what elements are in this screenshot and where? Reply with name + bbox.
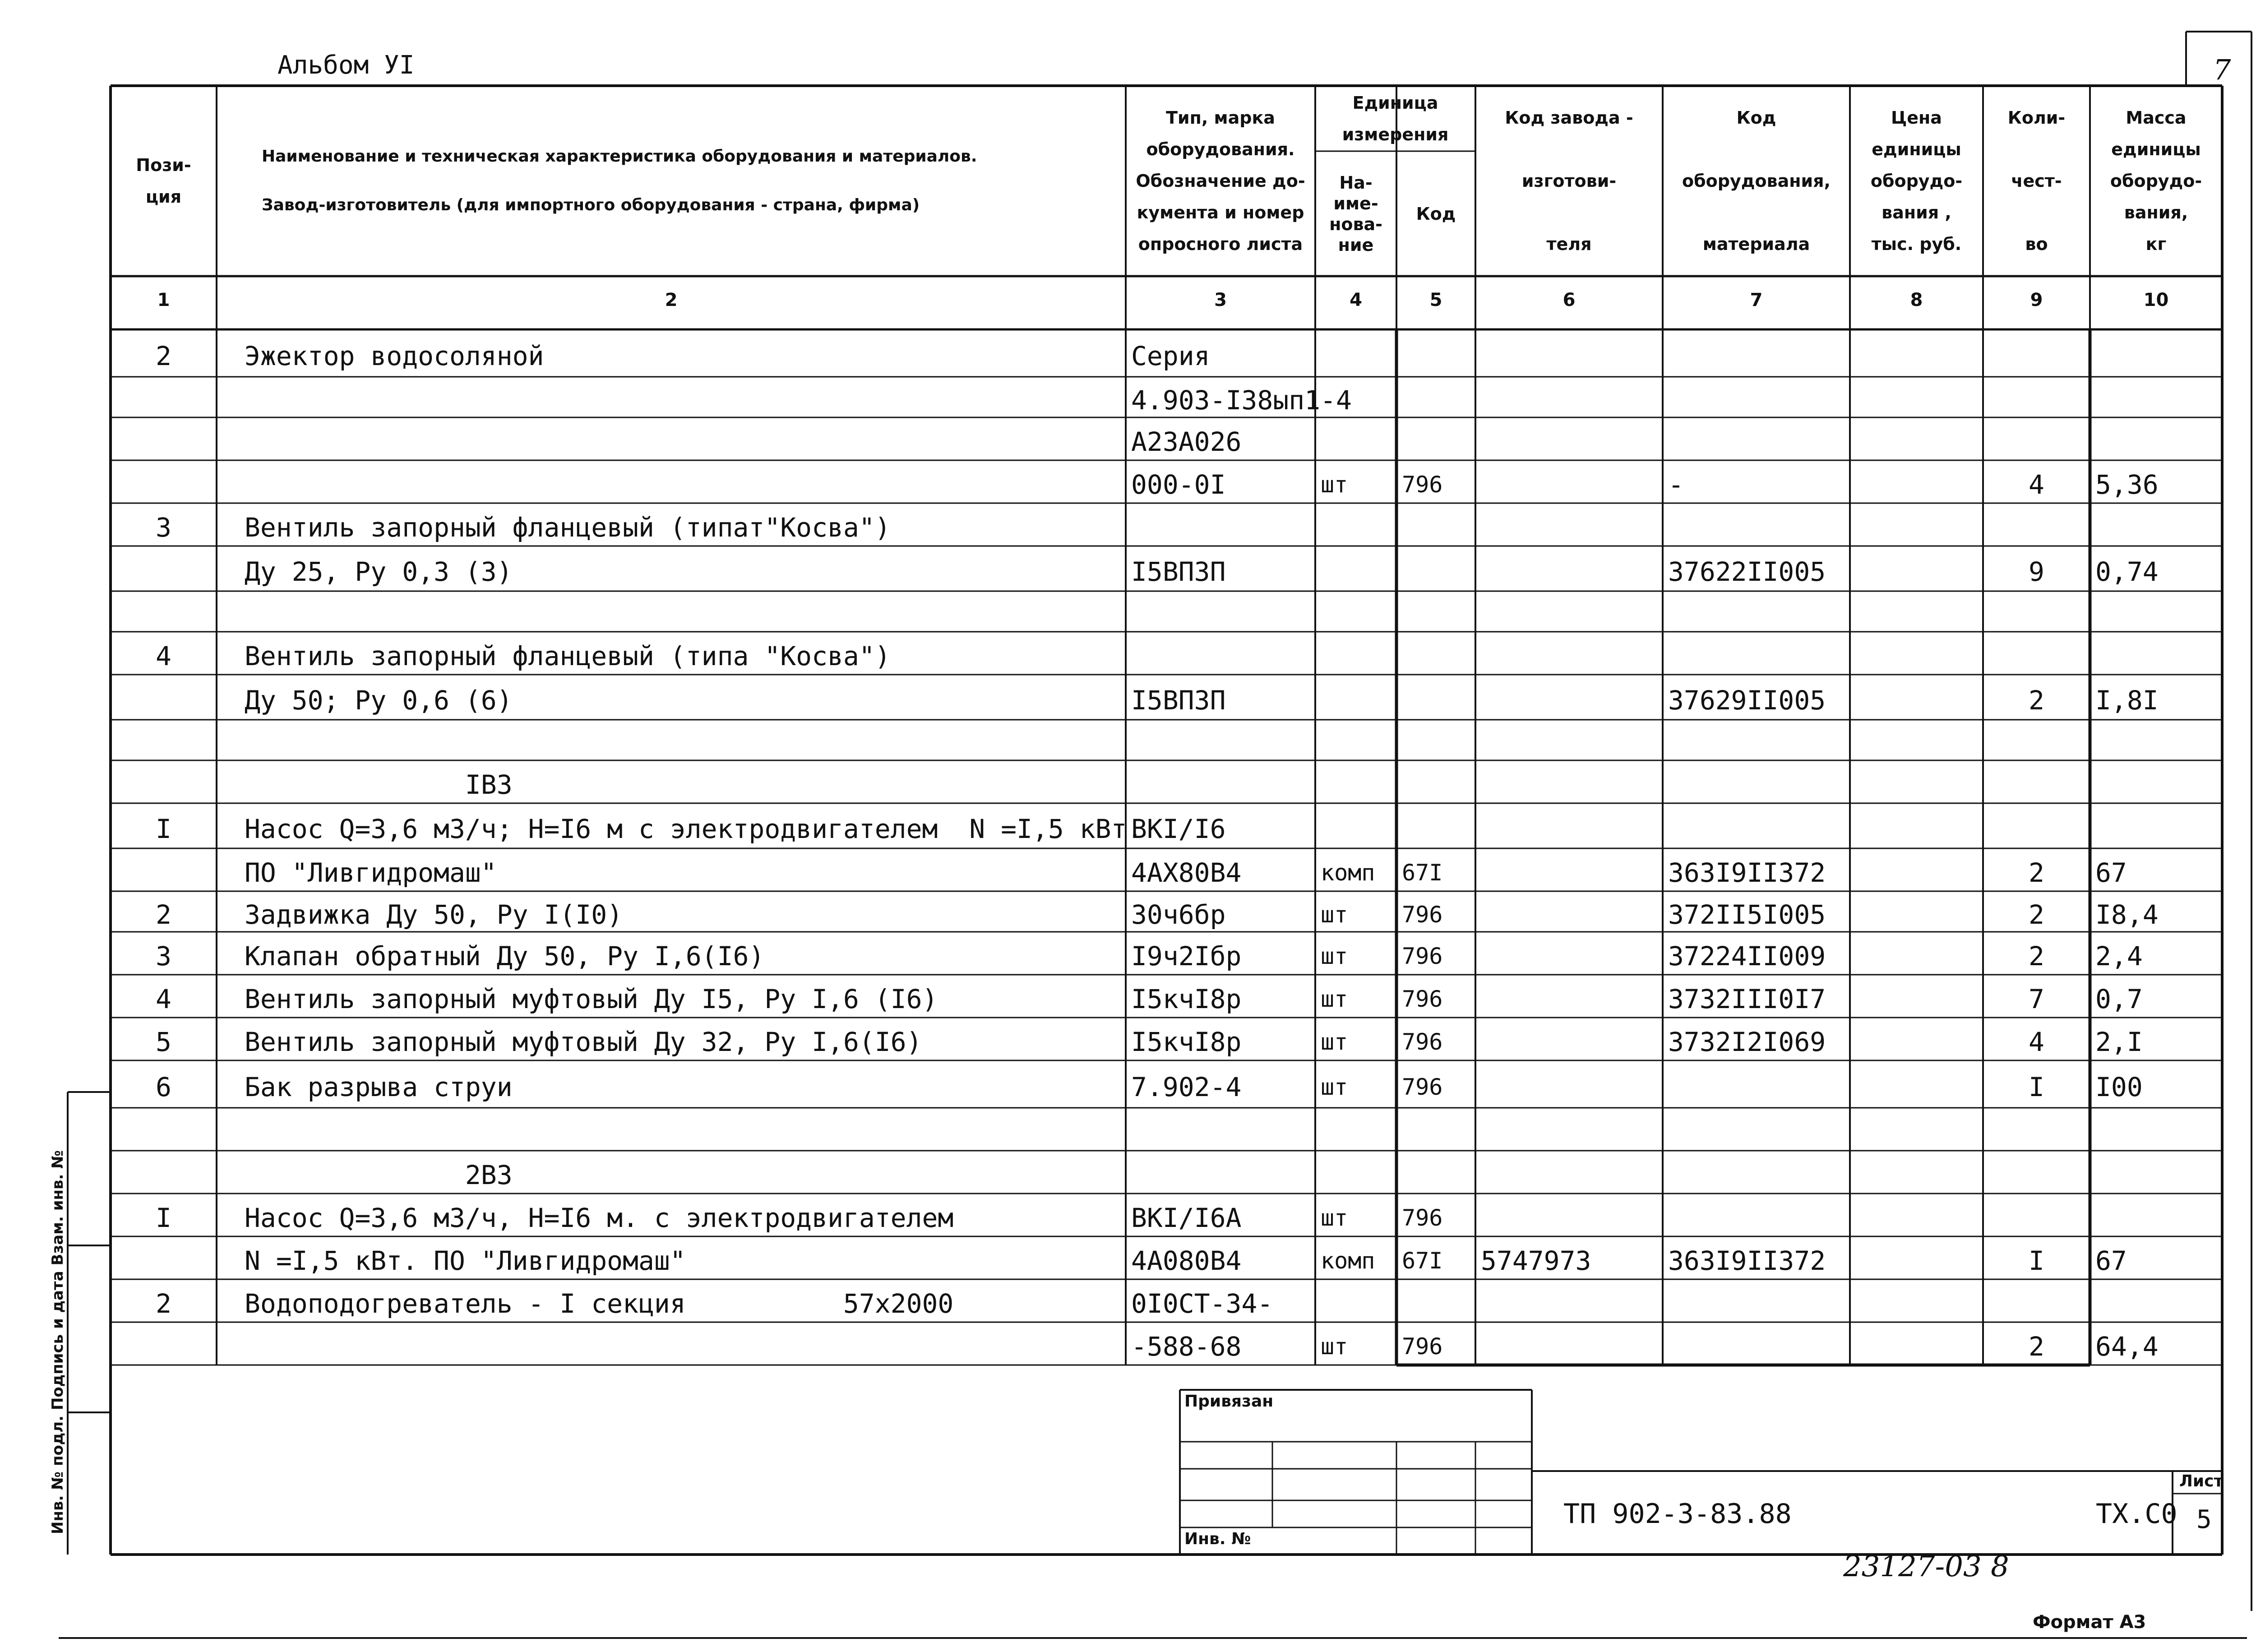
cell-unit-code xyxy=(1402,760,1470,803)
cell-equipment-code xyxy=(1668,1108,1845,1151)
cell-equipment-code xyxy=(1668,803,1845,848)
cell-factory-code xyxy=(1481,546,1657,591)
cell-type-mark: 4АХ80В4 xyxy=(1131,857,1242,888)
cell-quantity xyxy=(1988,720,2085,760)
header-factory-code: Код завода - изготови- теля xyxy=(1505,108,1633,254)
cell-unit-code xyxy=(1402,546,1470,591)
cell-unit-code xyxy=(1402,377,1470,417)
table-row xyxy=(0,975,2256,1018)
cell-type-mark: ВКI/I6 xyxy=(1131,814,1226,844)
cell-price xyxy=(1855,1151,1978,1194)
cell-quantity xyxy=(1988,1194,2085,1236)
cell-mass xyxy=(2095,1151,2217,1194)
cell-factory-code xyxy=(1481,760,1657,803)
cell-position: 2 xyxy=(156,899,171,930)
cell-factory-code xyxy=(1481,803,1657,848)
cell-quantity xyxy=(1988,632,2085,675)
table-row xyxy=(0,1108,2256,1151)
cell-price xyxy=(1855,329,1978,377)
cell-price xyxy=(1855,1108,1978,1151)
cell-unit-name: шт xyxy=(1321,1205,1348,1231)
cell-unit-code: 67I xyxy=(1402,860,1443,886)
cell-name: Вентиль запорный фланцевый (типа "Косва") xyxy=(245,641,891,671)
cell-price xyxy=(1855,377,1978,417)
cell-unit-name: шт xyxy=(1321,902,1348,928)
column-number: 2 xyxy=(665,290,678,310)
cell-equipment-code: 37629II005 xyxy=(1668,685,1826,716)
cell-equipment-code: 37224II009 xyxy=(1668,941,1826,972)
cell-position xyxy=(116,591,211,632)
cell-equipment-code: 3732I2I069 xyxy=(1668,1027,1826,1057)
cell-mass: I,8I xyxy=(2095,685,2159,716)
cell-mass: 2,4 xyxy=(2095,941,2143,972)
cell-name: 2В3 xyxy=(245,1160,513,1190)
header-position: Пози- ция xyxy=(136,155,191,207)
cell-mass xyxy=(2095,329,2217,377)
column-number: 3 xyxy=(1214,290,1227,310)
column-number: 6 xyxy=(1563,290,1576,310)
cell-equipment-code: 372II5I005 xyxy=(1668,899,1826,930)
cell-equipment-code xyxy=(1668,1279,1845,1322)
table-row xyxy=(0,1018,2256,1060)
cell-type-mark: I5ВП3П xyxy=(1131,556,1226,587)
column-number: 5 xyxy=(1429,290,1442,310)
cell-price xyxy=(1855,503,1978,546)
cell-position xyxy=(116,1236,211,1279)
cell-mass: 0,7 xyxy=(2095,984,2143,1014)
cell-unit-name xyxy=(1321,1279,1391,1322)
table-row xyxy=(0,1060,2256,1108)
cell-type-mark xyxy=(1131,1108,1310,1151)
cell-position xyxy=(116,675,211,720)
cell-position: 6 xyxy=(156,1072,171,1102)
cell-equipment-code xyxy=(1668,1151,1845,1194)
table-row xyxy=(0,460,2256,503)
inv-no-label: Инв. № xyxy=(1184,1530,1251,1548)
cell-quantity xyxy=(1988,1151,2085,1194)
cell-position: 4 xyxy=(156,641,171,671)
cell-unit-name: комп xyxy=(1321,1248,1375,1274)
cell-unit-code xyxy=(1402,329,1470,377)
cell-type-mark: 0I0СТ-34- xyxy=(1131,1288,1273,1319)
cell-factory-code xyxy=(1481,1151,1657,1194)
cell-price xyxy=(1855,591,1978,632)
table-row xyxy=(0,632,2256,675)
cell-unit-name xyxy=(1321,632,1391,675)
cell-mass xyxy=(2095,417,2217,460)
cell-factory-code xyxy=(1481,1322,1657,1365)
cell-factory-code xyxy=(1481,591,1657,632)
header-mass: Масса единицы оборудо- вания, кг xyxy=(2110,108,2202,254)
cell-name: Водоподогреватель - I секция 57х2000 xyxy=(245,1288,954,1319)
cell-mass xyxy=(2095,760,2217,803)
table-row xyxy=(0,1322,2256,1365)
cell-unit-code xyxy=(1402,417,1470,460)
cell-price xyxy=(1855,975,1978,1018)
cell-factory-code xyxy=(1481,1279,1657,1322)
cell-unit-code xyxy=(1402,675,1470,720)
cell-price xyxy=(1855,720,1978,760)
cell-price xyxy=(1855,675,1978,720)
cell-mass xyxy=(2095,591,2217,632)
cell-mass: I00 xyxy=(2095,1072,2143,1102)
cell-type-mark: I5кчI8р xyxy=(1131,984,1242,1014)
cell-factory-code xyxy=(1481,329,1657,377)
sheet-label: Лист xyxy=(2179,1472,2224,1490)
cell-quantity xyxy=(1988,1279,2085,1322)
cell-position xyxy=(116,1151,211,1194)
cell-position xyxy=(116,1322,211,1365)
header-type: Тип, марка оборудования. Обозначение до- кумента и номер опросного листа xyxy=(1136,108,1305,254)
cell-position: 5 xyxy=(156,1027,171,1057)
cell-unit-code xyxy=(1402,591,1470,632)
cell-name xyxy=(222,591,1143,632)
cell-name: Клапан обратный Ду 50, Ру I,6(I6) xyxy=(245,941,765,972)
cell-name: Эжектор водосоляной xyxy=(245,341,544,371)
cell-position xyxy=(116,417,211,460)
cell-unit-code xyxy=(1402,1151,1470,1194)
cell-name: IВ3 xyxy=(245,769,513,800)
cell-unit-name xyxy=(1321,760,1391,803)
cell-equipment-code xyxy=(1668,591,1845,632)
album-title: Альбом УI xyxy=(277,51,415,80)
cell-price xyxy=(1855,1322,1978,1365)
cell-equipment-code: 363I9II372 xyxy=(1668,857,1826,888)
cell-factory-code xyxy=(1481,932,1657,975)
cell-equipment-code xyxy=(1668,417,1845,460)
cell-unit-code xyxy=(1402,503,1470,546)
cell-type-mark: I9ч2Iбр xyxy=(1131,941,1242,972)
cell-equipment-code xyxy=(1668,632,1845,675)
cell-mass: 67 xyxy=(2095,857,2127,888)
cell-name xyxy=(222,460,1143,503)
cell-unit-name xyxy=(1321,803,1391,848)
cell-name xyxy=(222,1108,1143,1151)
cell-unit-code: 796 xyxy=(1402,1029,1443,1055)
cell-price xyxy=(1855,1018,1978,1060)
cell-position xyxy=(116,460,211,503)
header-name: Наименование и техническая характеристика оборудования и материалов. Завод-изготовитель (для импортного оборудования - страна, фирма) xyxy=(262,147,977,214)
cell-name: Вентиль запорный муфтовый Ду 32, Ру I,6(I6) xyxy=(245,1027,922,1057)
sheet-number: 5 xyxy=(2196,1505,2212,1534)
cell-name: Насос Q=3,6 м3/ч; Н=I6 м с электродвигателем N =I,5 кВт. xyxy=(245,814,1143,844)
cell-factory-code xyxy=(1481,632,1657,675)
cell-type-mark xyxy=(1131,1151,1310,1194)
cell-unit-name xyxy=(1321,1151,1391,1194)
cell-price xyxy=(1855,632,1978,675)
document-suffix: ТХ.С0 xyxy=(2096,1498,2177,1530)
cell-factory-code xyxy=(1481,675,1657,720)
cell-factory-code xyxy=(1481,848,1657,891)
cell-type-mark xyxy=(1131,760,1310,803)
header-price: Цена единицы оборудо- вания , тыс. руб. xyxy=(1870,108,1963,254)
table-row xyxy=(0,591,2256,632)
cell-quantity xyxy=(1988,417,2085,460)
cell-price xyxy=(1855,891,1978,932)
cell-equipment-code xyxy=(1668,720,1845,760)
cell-position xyxy=(116,848,211,891)
cell-factory-code xyxy=(1481,377,1657,417)
cell-type-mark: -588-68 xyxy=(1131,1331,1242,1362)
cell-unit-name xyxy=(1321,1108,1391,1151)
cell-name xyxy=(222,1322,1143,1365)
table-row xyxy=(0,1236,2256,1279)
cell-unit-name xyxy=(1321,675,1391,720)
cell-factory-code xyxy=(1481,720,1657,760)
cell-unit-name xyxy=(1321,377,1391,417)
cell-quantity: 2 xyxy=(2029,685,2044,716)
cell-unit-code: 67I xyxy=(1402,1248,1443,1274)
cell-position: 4 xyxy=(156,984,171,1014)
cell-equipment-code: - xyxy=(1668,469,1684,500)
cell-price xyxy=(1855,1236,1978,1279)
cell-quantity: 4 xyxy=(2029,1027,2044,1057)
cell-factory-code xyxy=(1481,417,1657,460)
table-row xyxy=(0,803,2256,848)
cell-factory-code xyxy=(1481,1108,1657,1151)
table-row xyxy=(0,1151,2256,1194)
table-row xyxy=(0,932,2256,975)
cell-unit-name xyxy=(1321,591,1391,632)
cell-mass: 2,I xyxy=(2095,1027,2143,1057)
cell-type-mark: 30ч6бр xyxy=(1131,899,1226,930)
cell-type-mark xyxy=(1131,632,1310,675)
cell-unit-name: шт xyxy=(1321,1333,1348,1360)
cell-unit-name xyxy=(1321,329,1391,377)
cell-position: I xyxy=(156,1203,171,1233)
cell-mass xyxy=(2095,1108,2217,1151)
header-quantity: Коли- чест- во xyxy=(2007,108,2066,254)
cell-quantity xyxy=(1988,377,2085,417)
cell-mass: I8,4 xyxy=(2095,899,2159,930)
table-row xyxy=(0,546,2256,591)
cell-mass xyxy=(2095,1279,2217,1322)
cell-position xyxy=(116,720,211,760)
cell-unit-code: 796 xyxy=(1402,943,1443,969)
cell-quantity xyxy=(1988,329,2085,377)
cell-mass xyxy=(2095,803,2217,848)
cell-unit-name: шт xyxy=(1321,1029,1348,1055)
cell-price xyxy=(1855,460,1978,503)
cell-position: 2 xyxy=(156,1288,171,1319)
cell-type-mark: 000-0I xyxy=(1131,469,1226,500)
cell-factory-code xyxy=(1481,503,1657,546)
cell-factory-code xyxy=(1481,1060,1657,1108)
cell-price xyxy=(1855,417,1978,460)
table-row xyxy=(0,503,2256,546)
column-number: 1 xyxy=(157,290,170,310)
cell-unit-name: шт xyxy=(1321,943,1348,969)
cell-equipment-code xyxy=(1668,1322,1845,1365)
cell-unit-code xyxy=(1402,720,1470,760)
cell-position: I xyxy=(156,814,171,844)
cell-price xyxy=(1855,760,1978,803)
cell-unit-code: 796 xyxy=(1402,1074,1443,1100)
table-row xyxy=(0,417,2256,460)
column-number: 7 xyxy=(1750,290,1763,310)
cell-unit-code: 796 xyxy=(1402,472,1443,498)
cell-name: Ду 50; Ру 0,6 (6) xyxy=(245,685,513,716)
cell-type-mark: 7.902-4 xyxy=(1131,1072,1242,1102)
cell-name: Вентиль запорный муфтовый Ду I5, Ру I,6 (I6) xyxy=(245,984,938,1014)
column-number: 10 xyxy=(2143,290,2169,310)
cell-unit-code: 796 xyxy=(1402,986,1443,1012)
handwritten-archive-number: 23127-03 8 xyxy=(1843,1550,2009,1583)
cell-price xyxy=(1855,848,1978,891)
cell-equipment-code: 363I9II372 xyxy=(1668,1245,1826,1276)
cell-equipment-code xyxy=(1668,377,1845,417)
cell-quantity xyxy=(1988,591,2085,632)
header-unit-code: Код xyxy=(1416,204,1456,224)
cell-mass xyxy=(2095,377,2217,417)
table-row xyxy=(0,329,2256,377)
cell-mass xyxy=(2095,632,2217,675)
cell-unit-code xyxy=(1402,1279,1470,1322)
cell-type-mark xyxy=(1131,503,1310,546)
cell-mass xyxy=(2095,1194,2217,1236)
column-number: 8 xyxy=(1910,290,1923,310)
table-row xyxy=(0,720,2256,760)
cell-quantity: 4 xyxy=(2029,469,2044,500)
cell-factory-code xyxy=(1481,1194,1657,1236)
cell-equipment-code xyxy=(1668,1194,1845,1236)
cell-name: Ду 25, Ру 0,3 (3) xyxy=(245,556,513,587)
cell-quantity: I xyxy=(2029,1072,2044,1102)
cell-name: Вентиль запорный фланцевый (типат"Косва") xyxy=(245,512,891,543)
margin-stamp-labels: Инв. № подл. Подпись и дата Взам. инв. № xyxy=(49,1150,67,1534)
cell-unit-name xyxy=(1321,417,1391,460)
cell-type-mark: 4А080В4 xyxy=(1131,1245,1242,1276)
cell-type-mark: I5кчI8р xyxy=(1131,1027,1242,1057)
cell-price xyxy=(1855,1060,1978,1108)
cell-mass xyxy=(2095,720,2217,760)
cell-name xyxy=(222,417,1143,460)
table-row xyxy=(0,1279,2256,1322)
cell-position: 2 xyxy=(156,341,171,371)
cell-equipment-code xyxy=(1668,760,1845,803)
cell-mass: 0,74 xyxy=(2095,556,2159,587)
privyazan-label: Привязан xyxy=(1184,1392,1274,1411)
cell-position xyxy=(116,546,211,591)
cell-equipment-code: 37622II005 xyxy=(1668,556,1826,587)
cell-price xyxy=(1855,1279,1978,1322)
cell-quantity: 2 xyxy=(2029,899,2044,930)
cell-name: Насос Q=3,6 м3/ч, Н=I6 м. с электродвигателем xyxy=(245,1203,954,1233)
cell-factory-code xyxy=(1481,460,1657,503)
cell-mass: 64,4 xyxy=(2095,1331,2159,1362)
cell-mass: 67 xyxy=(2095,1245,2127,1276)
cell-type-mark: 4.903-I38ып1-4 xyxy=(1131,385,1352,416)
cell-name xyxy=(222,377,1143,417)
cell-unit-name: шт xyxy=(1321,1074,1348,1100)
paper-format: Формат А3 xyxy=(2033,1612,2146,1633)
table-row xyxy=(0,891,2256,932)
cell-position xyxy=(116,1108,211,1151)
table-row xyxy=(0,675,2256,720)
header-equipment-code: Код оборудования, материала xyxy=(1682,108,1831,254)
cell-price xyxy=(1855,932,1978,975)
cell-unit-code xyxy=(1402,632,1470,675)
table-row xyxy=(0,1194,2256,1236)
cell-type-mark: А23А026 xyxy=(1131,426,1242,457)
cell-mass: 5,36 xyxy=(2095,469,2159,500)
cell-unit-code: 796 xyxy=(1402,1205,1443,1231)
cell-price xyxy=(1855,1194,1978,1236)
cell-price xyxy=(1855,803,1978,848)
cell-position: 3 xyxy=(156,512,171,543)
cell-mass xyxy=(2095,503,2217,546)
cell-factory-code xyxy=(1481,975,1657,1018)
cell-unit-code: 796 xyxy=(1402,1333,1443,1360)
cell-quantity xyxy=(1988,760,2085,803)
cell-unit-name: шт xyxy=(1321,472,1348,498)
cell-quantity: 2 xyxy=(2029,1331,2044,1362)
header-unit-name: На- име- нова- ние xyxy=(1329,172,1382,255)
cell-quantity: I xyxy=(2029,1245,2044,1276)
column-number: 4 xyxy=(1350,290,1362,310)
table-row xyxy=(0,760,2256,803)
cell-price xyxy=(1855,546,1978,591)
cell-unit-code: 796 xyxy=(1402,902,1443,928)
cell-factory-code: 5747973 xyxy=(1481,1245,1591,1276)
cell-type-mark xyxy=(1131,720,1310,760)
cell-name: ПО "Ливгидромаш" xyxy=(245,857,497,888)
cell-type-mark xyxy=(1131,591,1310,632)
cell-quantity: 2 xyxy=(2029,857,2044,888)
cell-unit-name xyxy=(1321,503,1391,546)
cell-position xyxy=(116,377,211,417)
cell-quantity xyxy=(1988,503,2085,546)
document-code: ТП 902-3-83.88 xyxy=(1563,1498,1792,1530)
cell-unit-name xyxy=(1321,720,1391,760)
cell-quantity: 2 xyxy=(2029,941,2044,972)
cell-equipment-code xyxy=(1668,503,1845,546)
cell-unit-code xyxy=(1402,803,1470,848)
cell-name: Задвижка Ду 50, Ру I(I0) xyxy=(245,899,623,930)
page-corner-number: 7 xyxy=(2213,53,2231,86)
cell-quantity xyxy=(1988,803,2085,848)
cell-position: 3 xyxy=(156,941,171,972)
cell-unit-name: шт xyxy=(1321,986,1348,1012)
cell-equipment-code: 3732III0I7 xyxy=(1668,984,1826,1014)
cell-quantity: 7 xyxy=(2029,984,2044,1014)
cell-type-mark: Серия xyxy=(1131,341,1210,371)
table-row xyxy=(0,377,2256,417)
cell-factory-code xyxy=(1481,891,1657,932)
cell-quantity xyxy=(1988,1108,2085,1151)
cell-name xyxy=(222,720,1143,760)
table-row xyxy=(0,848,2256,891)
cell-type-mark: I5ВП3П xyxy=(1131,685,1226,716)
cell-name: Бак разрыва струи xyxy=(245,1072,513,1102)
cell-equipment-code xyxy=(1668,329,1845,377)
cell-unit-name xyxy=(1321,546,1391,591)
cell-quantity: 9 xyxy=(2029,556,2044,587)
column-number: 9 xyxy=(2030,290,2043,310)
cell-equipment-code xyxy=(1668,1060,1845,1108)
cell-name: N =I,5 кВт. ПО "Ливгидромаш" xyxy=(245,1245,686,1276)
header-unit-group: Единица измерения xyxy=(1342,93,1449,144)
cell-factory-code xyxy=(1481,1018,1657,1060)
cell-unit-name: комп xyxy=(1321,860,1375,886)
cell-type-mark: ВКI/I6А xyxy=(1131,1203,1242,1233)
cell-position xyxy=(116,760,211,803)
cell-unit-code xyxy=(1402,1108,1470,1151)
